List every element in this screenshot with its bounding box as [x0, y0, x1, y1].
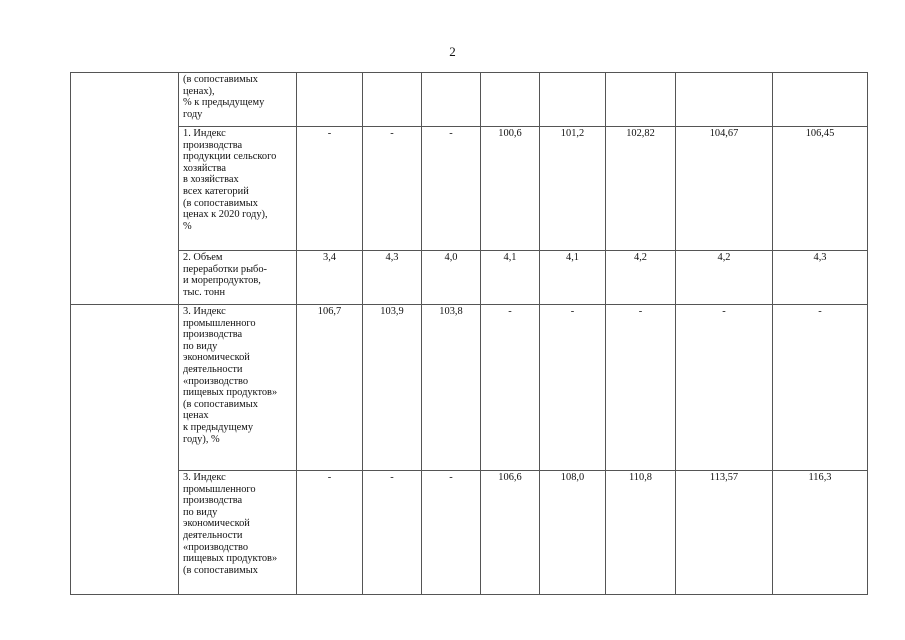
- value-cell: [481, 73, 540, 127]
- value-cell: -: [481, 305, 540, 471]
- value-cell: 104,67: [676, 127, 773, 251]
- value-cell: [676, 73, 773, 127]
- indicator-line: (в сопоставимых: [183, 398, 258, 410]
- value-cell: -: [422, 471, 481, 595]
- value-cell: 116,3: [773, 471, 868, 595]
- indicator-cell: [179, 471, 297, 595]
- indicator-line: (в сопоставимых: [183, 197, 258, 209]
- indicator-line: ценах: [183, 410, 209, 422]
- value-cell: 4,1: [481, 251, 540, 305]
- table-row: [71, 251, 868, 305]
- value-cell: [606, 73, 676, 127]
- indicator-line: пищевых продуктов»: [183, 387, 278, 399]
- stub-cell: [71, 305, 179, 595]
- indicator-line: ценах к 2020 году),: [183, 209, 268, 221]
- value-cell: [297, 73, 363, 127]
- value-cell: -: [363, 471, 422, 595]
- indicator-line: к предыдущему: [183, 421, 254, 433]
- value-cell: [540, 73, 606, 127]
- indicator-line: продукции сельского: [183, 151, 277, 163]
- indicator-cell: [179, 305, 297, 471]
- value-cell: 108,0: [540, 471, 606, 595]
- value-cell: [363, 73, 422, 127]
- value-cell: -: [540, 305, 606, 471]
- indicator-line: переработки рыбо-: [183, 263, 267, 275]
- indicator-line: хозяйства: [183, 162, 226, 174]
- indicator-cell: [179, 73, 297, 127]
- value-cell: 106,7: [297, 305, 363, 471]
- table-body: [71, 73, 868, 595]
- value-cell: -: [363, 127, 422, 251]
- indicator-line: промышленного: [183, 483, 256, 495]
- indicator-line: и морепродуктов,: [183, 275, 261, 287]
- indicator-line: (в сопоставимых: [183, 564, 258, 576]
- value-cell: 3,4: [297, 251, 363, 305]
- value-cell: -: [422, 127, 481, 251]
- value-cell: [773, 73, 868, 127]
- value-cell: 102,82: [606, 127, 676, 251]
- indicator-line: 3. Индекс: [183, 306, 226, 317]
- value-cell: -: [773, 305, 868, 471]
- indicator-line: 2. Объем: [183, 252, 223, 263]
- indicator-line: деятельности: [183, 529, 243, 541]
- value-cell: 4,0: [422, 251, 481, 305]
- value-cell: 4,2: [676, 251, 773, 305]
- value-cell: 4,3: [363, 251, 422, 305]
- indicator-line: производства: [183, 495, 243, 507]
- indicator-line: промышленного: [183, 317, 256, 329]
- indicator-line: (в сопоставимых: [183, 74, 258, 85]
- indicator-line: «производство: [183, 375, 249, 387]
- table-row: [71, 305, 868, 471]
- table-row: [71, 471, 868, 595]
- value-cell: 101,2: [540, 127, 606, 251]
- value-cell: -: [676, 305, 773, 471]
- indicator-line: всех категорий: [183, 185, 249, 197]
- indicator-cell: [179, 127, 297, 251]
- indicator-line: по виду: [183, 506, 218, 518]
- value-cell: 4,3: [773, 251, 868, 305]
- indicator-line: году), %: [183, 433, 220, 445]
- indicator-line: 3. Индекс: [183, 472, 226, 483]
- indicator-line: %: [183, 220, 192, 232]
- table-row: [71, 127, 868, 251]
- indicator-line: 1. Индекс: [183, 128, 226, 139]
- value-cell: -: [606, 305, 676, 471]
- value-cell: 106,45: [773, 127, 868, 251]
- value-cell: 103,8: [422, 305, 481, 471]
- value-cell: -: [297, 127, 363, 251]
- page-number: 2: [449, 44, 456, 59]
- value-cell: 113,57: [676, 471, 773, 595]
- value-cell: 4,2: [606, 251, 676, 305]
- table-row: [71, 73, 868, 127]
- indicator-cell: [179, 251, 297, 305]
- indicator-line: в хозяйствах: [183, 174, 239, 186]
- value-cell: 103,9: [363, 305, 422, 471]
- indicator-line: пищевых продуктов»: [183, 553, 278, 565]
- indicator-line: деятельности: [183, 363, 243, 375]
- indicator-line: % к предыдущему: [183, 97, 265, 109]
- indicator-line: году: [183, 108, 203, 120]
- value-cell: -: [297, 471, 363, 595]
- value-cell: 106,6: [481, 471, 540, 595]
- stub-cell: [71, 73, 179, 305]
- value-cell: 4,1: [540, 251, 606, 305]
- indicator-line: производства: [183, 139, 243, 151]
- indicator-line: тыс. тонн: [183, 286, 226, 298]
- indicators-table: [70, 72, 868, 595]
- indicator-line: экономической: [183, 352, 250, 364]
- value-cell: 110,8: [606, 471, 676, 595]
- value-cell: 100,6: [481, 127, 540, 251]
- value-cell: [422, 73, 481, 127]
- indicator-line: ценах),: [183, 85, 215, 97]
- indicator-line: производства: [183, 329, 243, 341]
- indicator-line: экономической: [183, 518, 250, 530]
- indicator-line: по виду: [183, 340, 218, 352]
- indicator-line: «производство: [183, 541, 249, 553]
